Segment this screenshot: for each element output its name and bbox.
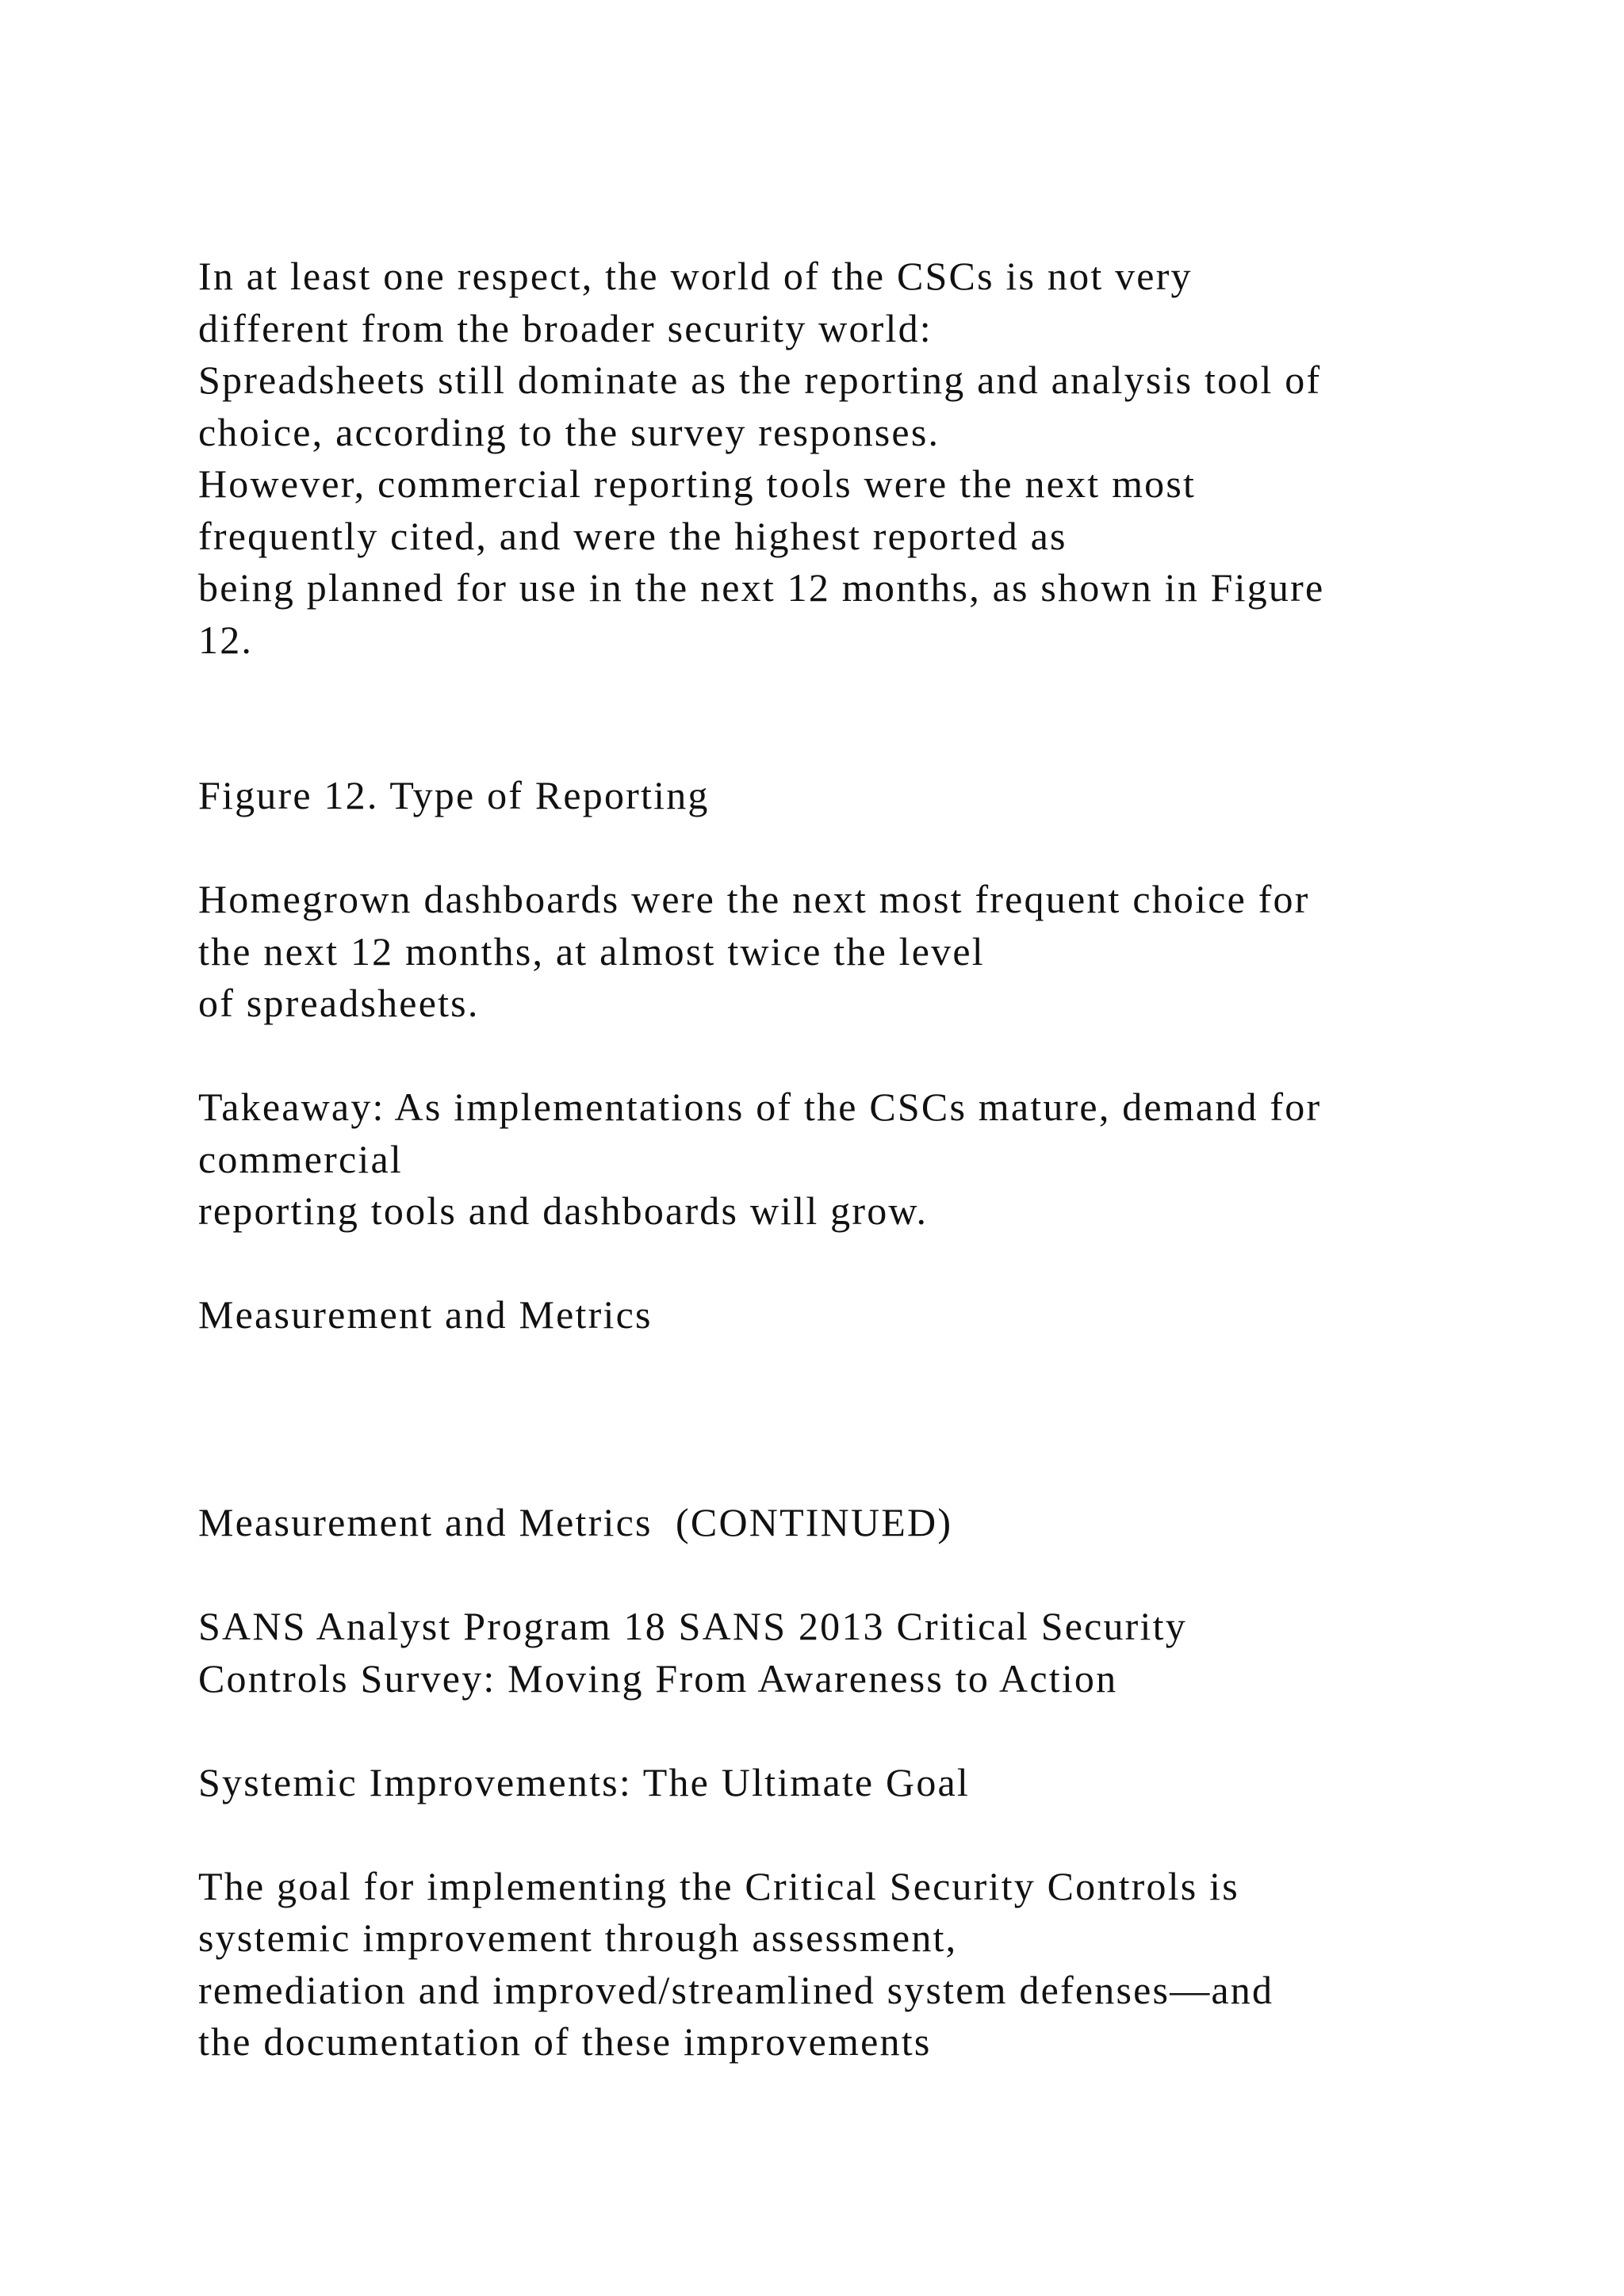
text-line: In at least one respect, the world of the CSCs is not very xyxy=(198,254,1193,298)
intro-paragraph xyxy=(198,251,1483,666)
text-line: frequently cited, and were the highest reported as xyxy=(198,513,1067,558)
text-line: of spreadsheets. xyxy=(198,981,480,1025)
text-line: Spreadsheets still dominate as the reporting and analysis tool of xyxy=(198,358,1322,402)
spacer xyxy=(198,666,1483,718)
spacer xyxy=(198,1808,1483,1861)
text-line: SANS Analyst Program 18 SANS 2013 Critical Security xyxy=(198,1604,1187,1648)
text-line: The goal for implementing the Critical Security Controls is xyxy=(198,1863,1239,1908)
continued-heading xyxy=(198,1497,1483,1549)
running-header xyxy=(198,1601,1483,1705)
homegrown-paragraph xyxy=(198,874,1483,1030)
spacer xyxy=(198,822,1483,874)
text-line: However, commercial reporting tools were the next most xyxy=(198,461,1197,506)
subsection-heading xyxy=(198,1757,1483,1809)
spacer xyxy=(198,1549,1483,1601)
spacer xyxy=(198,1341,1483,1394)
text-line: reporting tools and dashboards will grow. xyxy=(198,1188,929,1233)
figure-caption xyxy=(198,770,1483,822)
text-line: Systemic Improvements: The Ultimate Goal xyxy=(198,1759,971,1804)
spacer xyxy=(198,718,1483,771)
spacer xyxy=(198,1445,1483,1498)
text-line: different from the broader security world: xyxy=(198,305,933,350)
text-line: being planned for use in the next 12 months, as shown in Figure xyxy=(198,565,1325,610)
takeaway-paragraph xyxy=(198,1081,1483,1238)
text-line: Controls Survey: Moving From Awareness to Action xyxy=(198,1655,1118,1701)
text-line: Measurement and Metrics (CONTINUED) xyxy=(198,1500,953,1544)
goal-paragraph xyxy=(198,1861,1483,2068)
spacer xyxy=(198,1238,1483,1290)
text-line: Measurement and Metrics xyxy=(198,1292,653,1337)
spacer xyxy=(198,1705,1483,1757)
text-line: Figure 12. Type of Reporting xyxy=(198,773,710,817)
spacer xyxy=(198,1030,1483,1082)
document-page xyxy=(198,251,1483,2068)
text-line: commercial xyxy=(198,1136,403,1181)
text-line: 12. xyxy=(198,617,254,662)
text-line: remediation and improved/streamlined system defenses—and xyxy=(198,1967,1274,2012)
text-line: choice, according to the survey responses. xyxy=(198,409,940,454)
spacer xyxy=(198,1393,1483,1445)
section-heading xyxy=(198,1289,1483,1341)
text-line: the next 12 months, at almost twice the level xyxy=(198,928,985,974)
text-line: Homegrown dashboards were the next most frequent choice for xyxy=(198,877,1310,921)
text-line: the documentation of these improvements xyxy=(198,2019,932,2064)
text-line: Takeaway: As implementations of the CSCs mature, demand for xyxy=(198,1085,1322,1129)
text-line: systemic improvement through assessment, xyxy=(198,1915,958,1960)
